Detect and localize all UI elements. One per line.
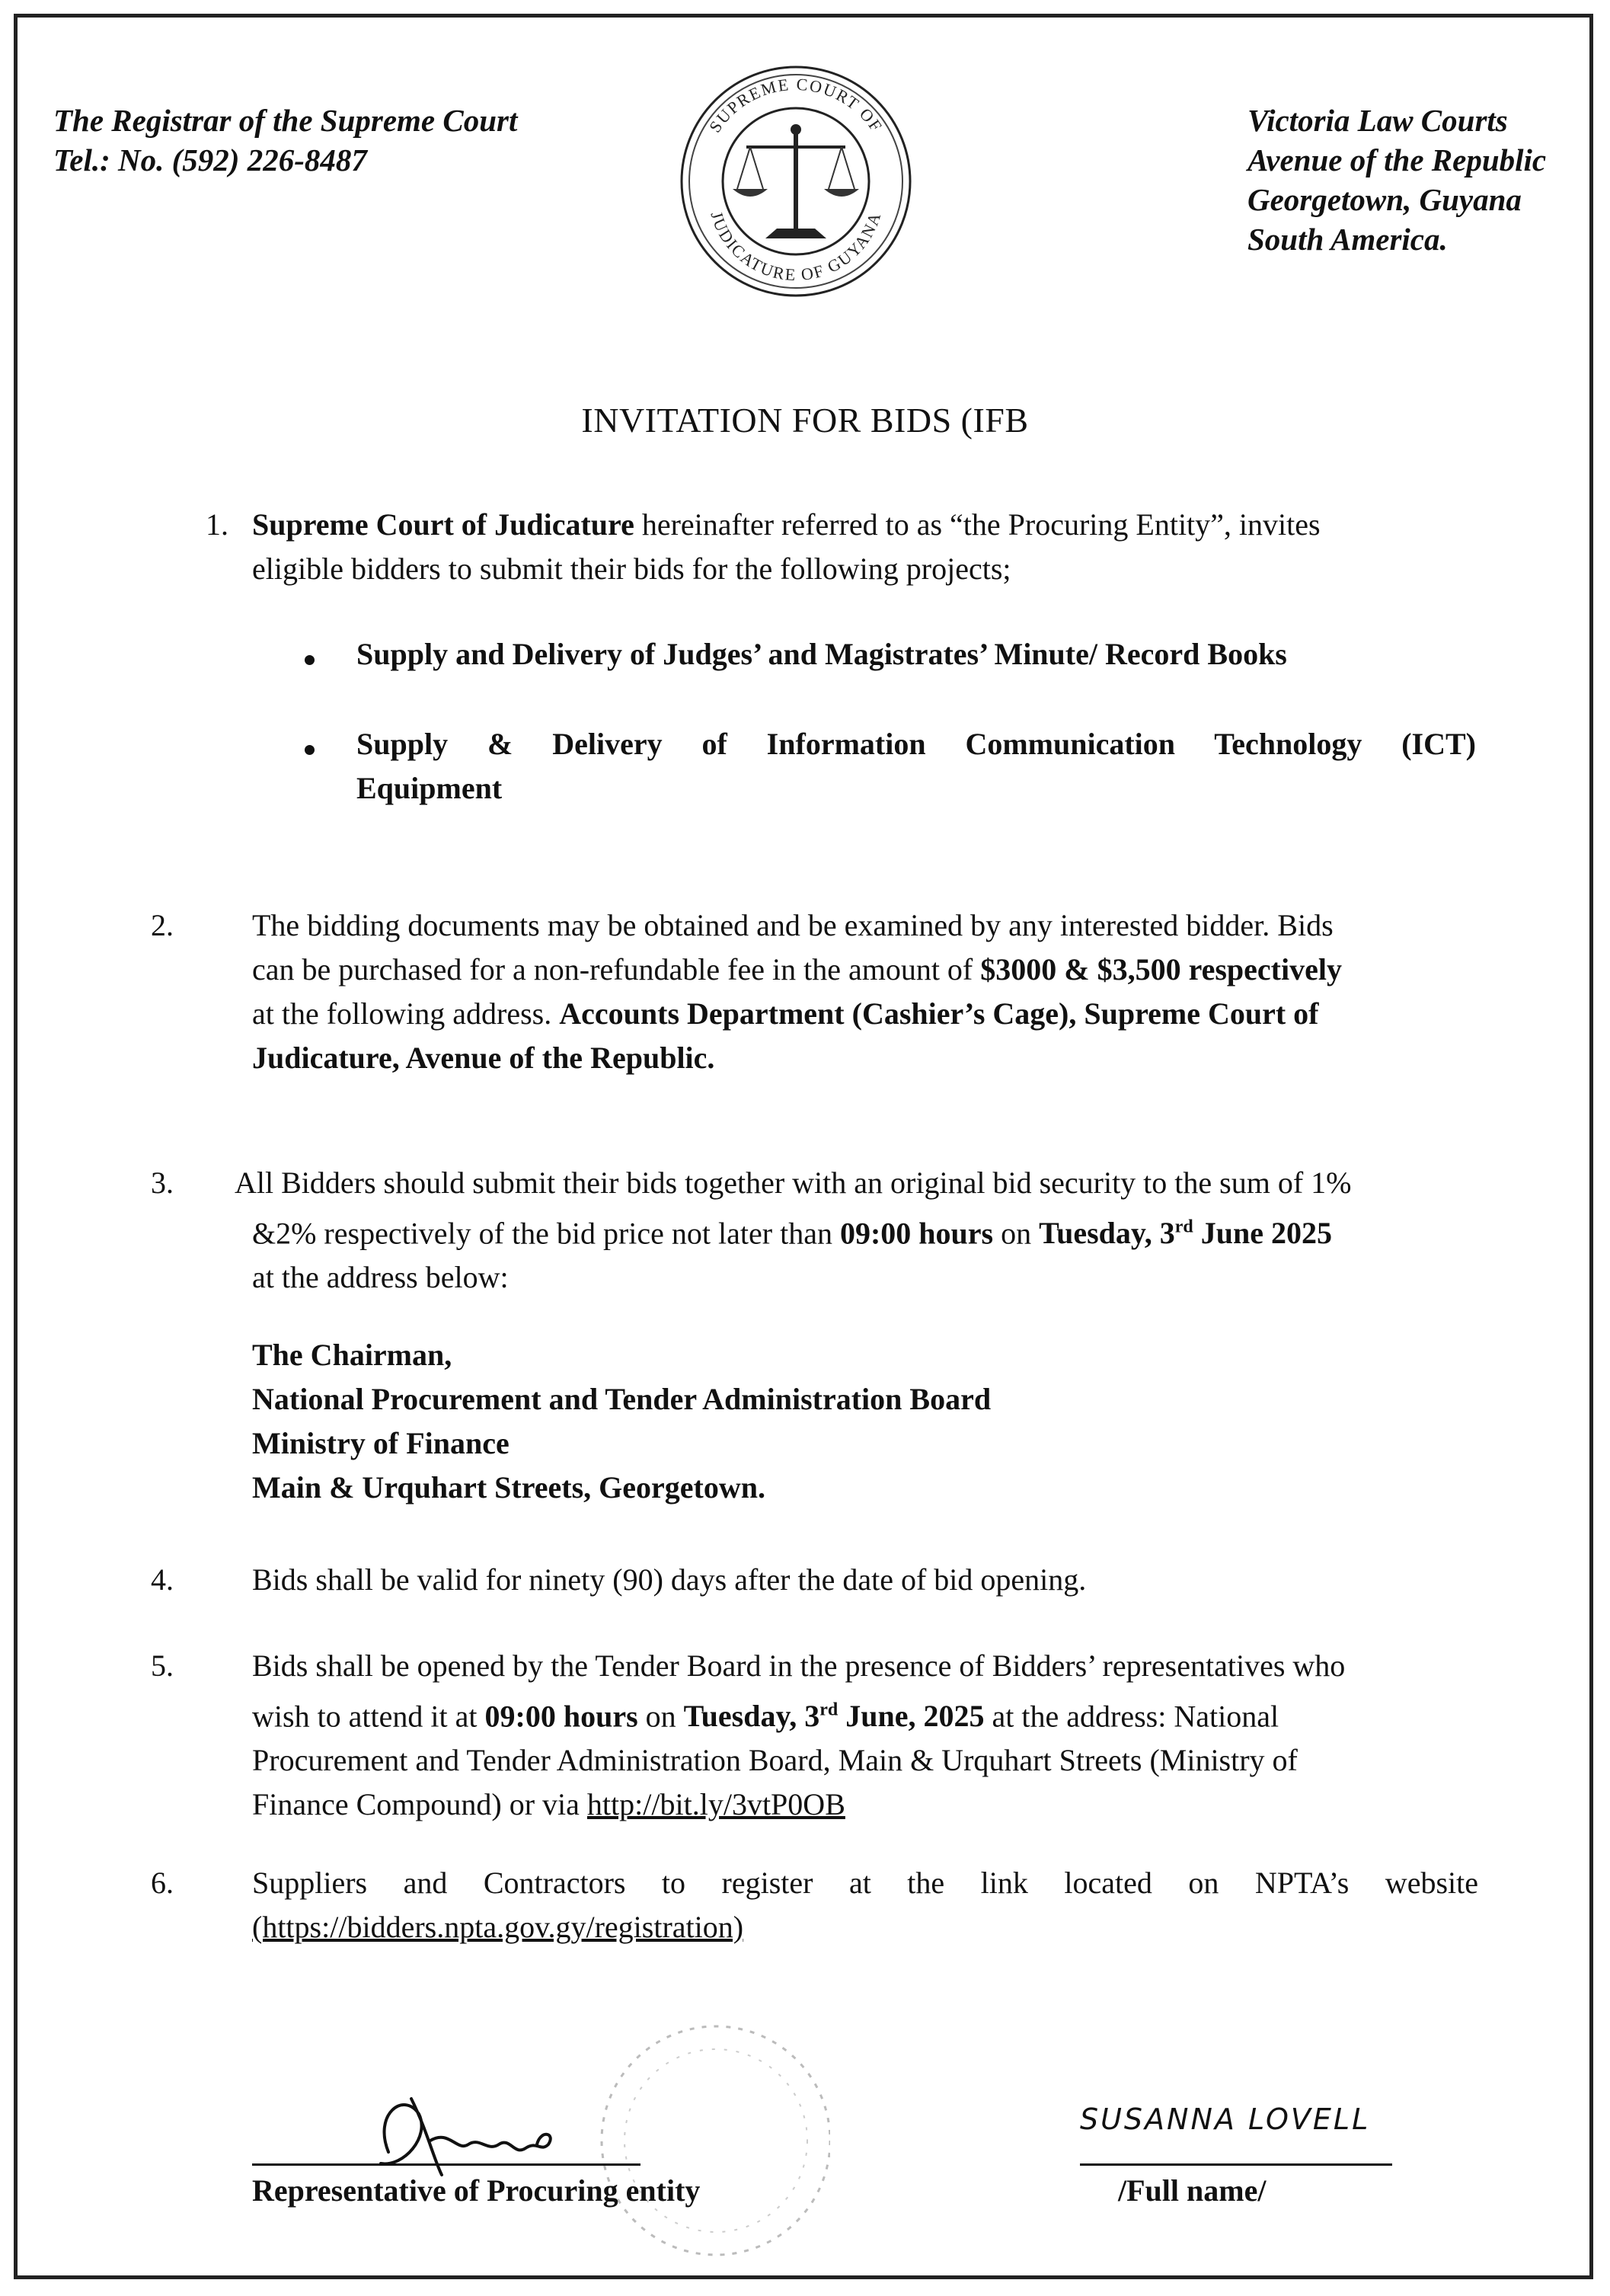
address-line-3: Georgetown, Guyana (1247, 182, 1522, 217)
bullet-2-text: Supply & Delivery of Information Communication Technology (ICT) Equipment (356, 727, 1476, 805)
item-3-text: All Bidders should submit their bids together with an original bid security to the sum of 1% &2% respectively of the bid price not later than 09:00 hours on Tuesday, 3rd June 2025 at the address below: (235, 1166, 1352, 1295)
seal-text-top: SUPREME COURT OF (704, 74, 887, 136)
item-1-text: Supreme Court of Judicature hereinafter referred to as “the Procuring Entity”, invites eligible bidders to submit their bids for the following projects; (252, 507, 1321, 586)
item-6-number: 6. (151, 1866, 174, 1900)
procuring-entity-name: Supreme Court of Judicature (252, 507, 634, 542)
telephone-line: Tel.: No. (592) 226-8487 (53, 142, 367, 177)
item-2-text: The bidding documents may be obtained and be examined by any interested bidder. Bids can be purchased for a non-refundable fee in the amount of $3000 & $3,500 respectively at the following address. Accounts Department (Cashier’s Cage), Supreme Court of Judicature, Avenue of the Republic. (252, 908, 1342, 1075)
header-left-block (53, 101, 517, 180)
bullet-1-icon (305, 655, 315, 665)
bullet-2-icon (305, 745, 315, 755)
item-5-text: Bids shall be opened by the Tender Board in the presence of Bidders’ representatives who wish to attend it at 09:00 hours on Tuesday, 3rd June, 2025 at the address: National Procurement and Tender Administration Board, Main & Urquhart Streets (Ministry of Finance Compound) or via http://bit.ly/3vtP0OB (252, 1648, 1346, 1822)
item-1-number: 1. (206, 507, 228, 542)
item-4-text: Bids shall be valid for ninety (90) days after the date of bid opening. (252, 1562, 1087, 1597)
item-5-number: 5. (151, 1648, 174, 1683)
seal-text-bottom: JUDICATURE OF GUYANA (707, 209, 885, 285)
submission-address: The Chairman, National Procurement and Tender Administration Board Ministry of Finance Main & Urquhart Streets, Georgetown. (252, 1338, 992, 1505)
representative-label: Representative of Procuring entity (252, 2173, 701, 2208)
registrar-line: The Registrar of the Supreme Court (53, 103, 518, 138)
item-2-number: 2. (151, 908, 174, 942)
full-name-label: /Full name/ (1118, 2173, 1267, 2208)
bullet-1-text: Supply and Delivery of Judges’ and Magistrates’ Minute/ Record Books (356, 637, 1287, 671)
faded-stamp-icon (579, 1950, 830, 2285)
page-title: INVITATION FOR BIDS (IFB (581, 401, 1029, 440)
representative-signature-icon (358, 2083, 571, 2182)
item-4-number: 4. (151, 1562, 174, 1597)
bid-opening-link[interactable]: http://bit.ly/3vtP0OB (586, 1787, 845, 1822)
right-signature-line (1080, 2163, 1392, 2166)
supreme-court-seal-icon (663, 59, 929, 303)
address-line-2: Avenue of the Republic (1247, 142, 1547, 177)
item-6-text: Suppliers and Contractors to register at the link located on NPTA’s website (https://bidders.npta.gov.gy/registration) (252, 1861, 1478, 1949)
header-right-block (1247, 101, 1546, 259)
item-3-number: 3. (151, 1166, 174, 1200)
address-line-1: Victoria Law Courts (1247, 103, 1508, 138)
registration-link[interactable]: (https://bidders.npta.gov.gy/registration) (252, 1910, 744, 1944)
full-name-handwritten: SUSANNA LOVELL (1080, 2103, 1371, 2136)
address-line-4: South America. (1247, 222, 1448, 257)
left-signature-line (252, 2163, 640, 2166)
